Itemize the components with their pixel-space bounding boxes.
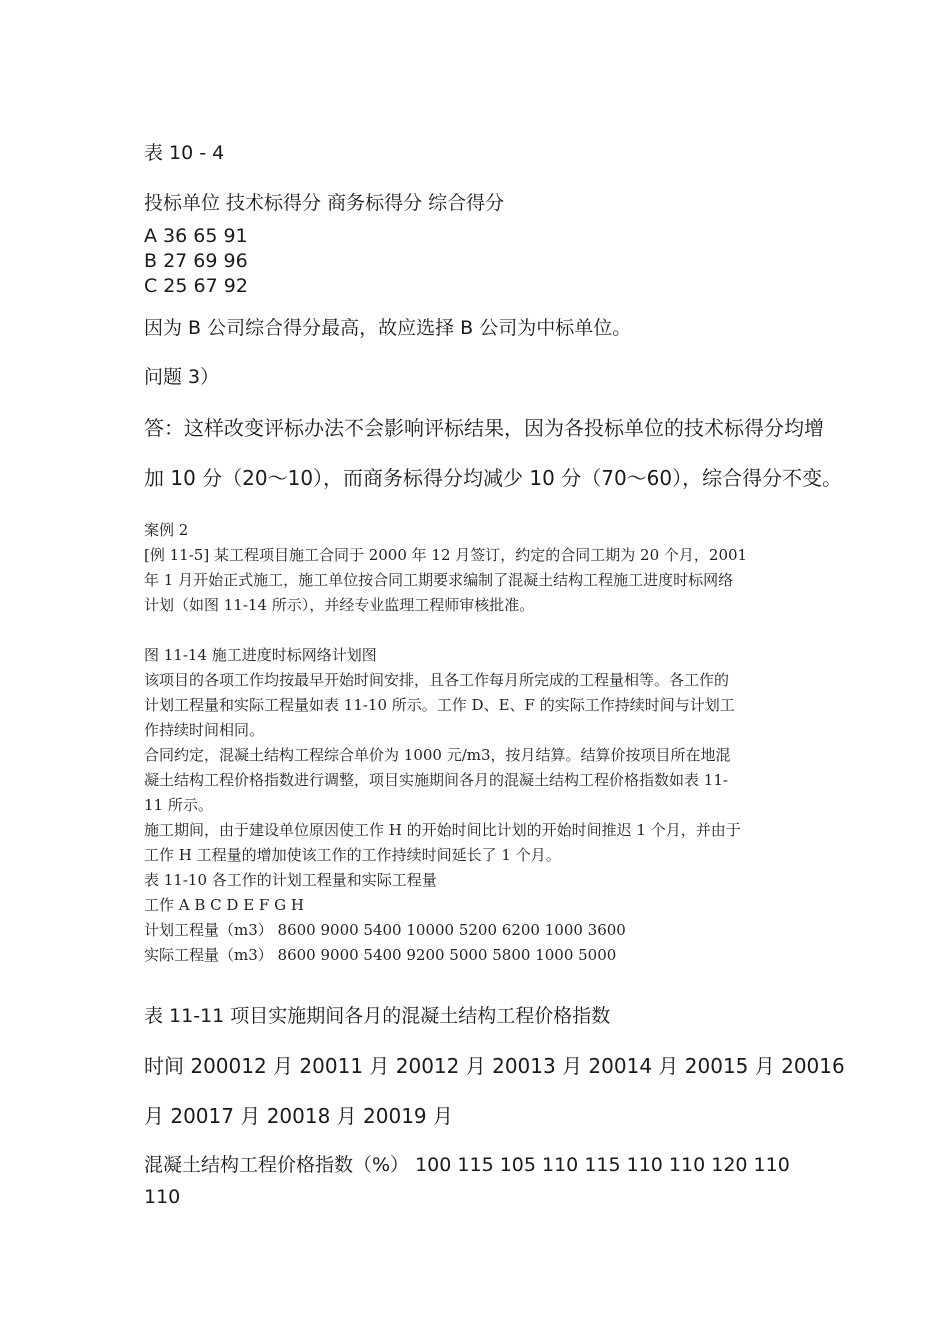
paragraph-line: 工作 H 工程量的增加使该工作的工作持续时间延长了 1 个月。: [144, 846, 561, 864]
conclusion-text: 因为 B 公司综合得分最高，故应选择 B 公司为中标单位。: [144, 317, 632, 339]
case-heading: 案例 2: [144, 521, 189, 539]
answer-line: 加 10 分（20～10），而商务标得分均减少 10 分（70～60），综合得分不变。: [144, 466, 843, 490]
table-row: B 27 69 96: [144, 250, 248, 272]
table-row: 计划工程量（m3） 8600 9000 5400 10000 5200 6200 1000 3600: [144, 921, 626, 939]
paragraph-line: 计划（如图 11-14 所示），并经专业监理工程师审核批准。: [144, 596, 535, 614]
table-row: 工作 A B C D E F G H: [144, 896, 304, 914]
table-row: 110: [144, 1186, 181, 1208]
paragraph-line: 年 1 月开始正式施工，施工单位按合同工期要求编制了混凝土结构工程施工进度时标网络: [144, 571, 734, 589]
paragraph-line: 合同约定，混凝土结构工程综合单价为 1000 元/m3，按月结算。结算价按项目所在地混: [144, 746, 731, 764]
paragraph-line: 11 所示。: [144, 796, 213, 814]
table-row: 时间 200012 月 20011 月 20012 月 20013 月 20014 月 20015 月 20016: [144, 1054, 845, 1078]
figure-caption: 图 11-14 施工进度时标网络计划图: [144, 646, 377, 664]
paragraph-line: 计划工程量和实际工程量如表 11-10 所示。工作 D、E、F 的实际工作持续时间与计划工: [144, 696, 735, 714]
paragraph-line: [例 11-5] 某工程项目施工合同于 2000 年 12 月签订，约定的合同工期为 20 个月，2001: [144, 546, 748, 564]
paragraph-line: 凝土结构工程价格指数进行调整，项目实施期间各月的混凝土结构工程价格指数如表 11-: [144, 771, 728, 789]
table-10-4-title: 表 10 - 4: [144, 142, 225, 164]
question-label: 问题 3）: [144, 366, 220, 388]
answer-line: 答：这样改变评标办法不会影响评标结果，因为各投标单位的技术标得分均增: [144, 416, 824, 440]
table-11-11-title: 表 11-11 项目实施期间各月的混凝土结构工程价格指数: [144, 1005, 611, 1027]
table-row: 月 20017 月 20018 月 20019 月: [144, 1104, 454, 1128]
paragraph-line: 作持续时间相同。: [144, 721, 265, 739]
table-row: 实际工程量（m3） 8600 9000 5400 9200 5000 5800 1000 5000: [144, 946, 617, 964]
table-row: 混凝土结构工程价格指数（%） 100 115 105 110 115 110 110 120 110: [144, 1154, 790, 1176]
table-row: C 25 67 92: [144, 275, 248, 297]
table-11-10-title: 表 11-10 各工作的计划工程量和实际工程量: [144, 871, 437, 889]
paragraph-line: 施工期间，由于建设单位原因使工作 H 的开始时间比计划的开始时间推迟 1 个月，并由于: [144, 821, 741, 839]
table-10-4-header: 投标单位 技术标得分 商务标得分 综合得分: [144, 192, 505, 214]
paragraph-line: 该项目的各项工作均按最早开始时间安排，且各工作每月所完成的工程量相等。各工作的: [144, 671, 730, 689]
table-row: A 36 65 91: [144, 225, 248, 247]
